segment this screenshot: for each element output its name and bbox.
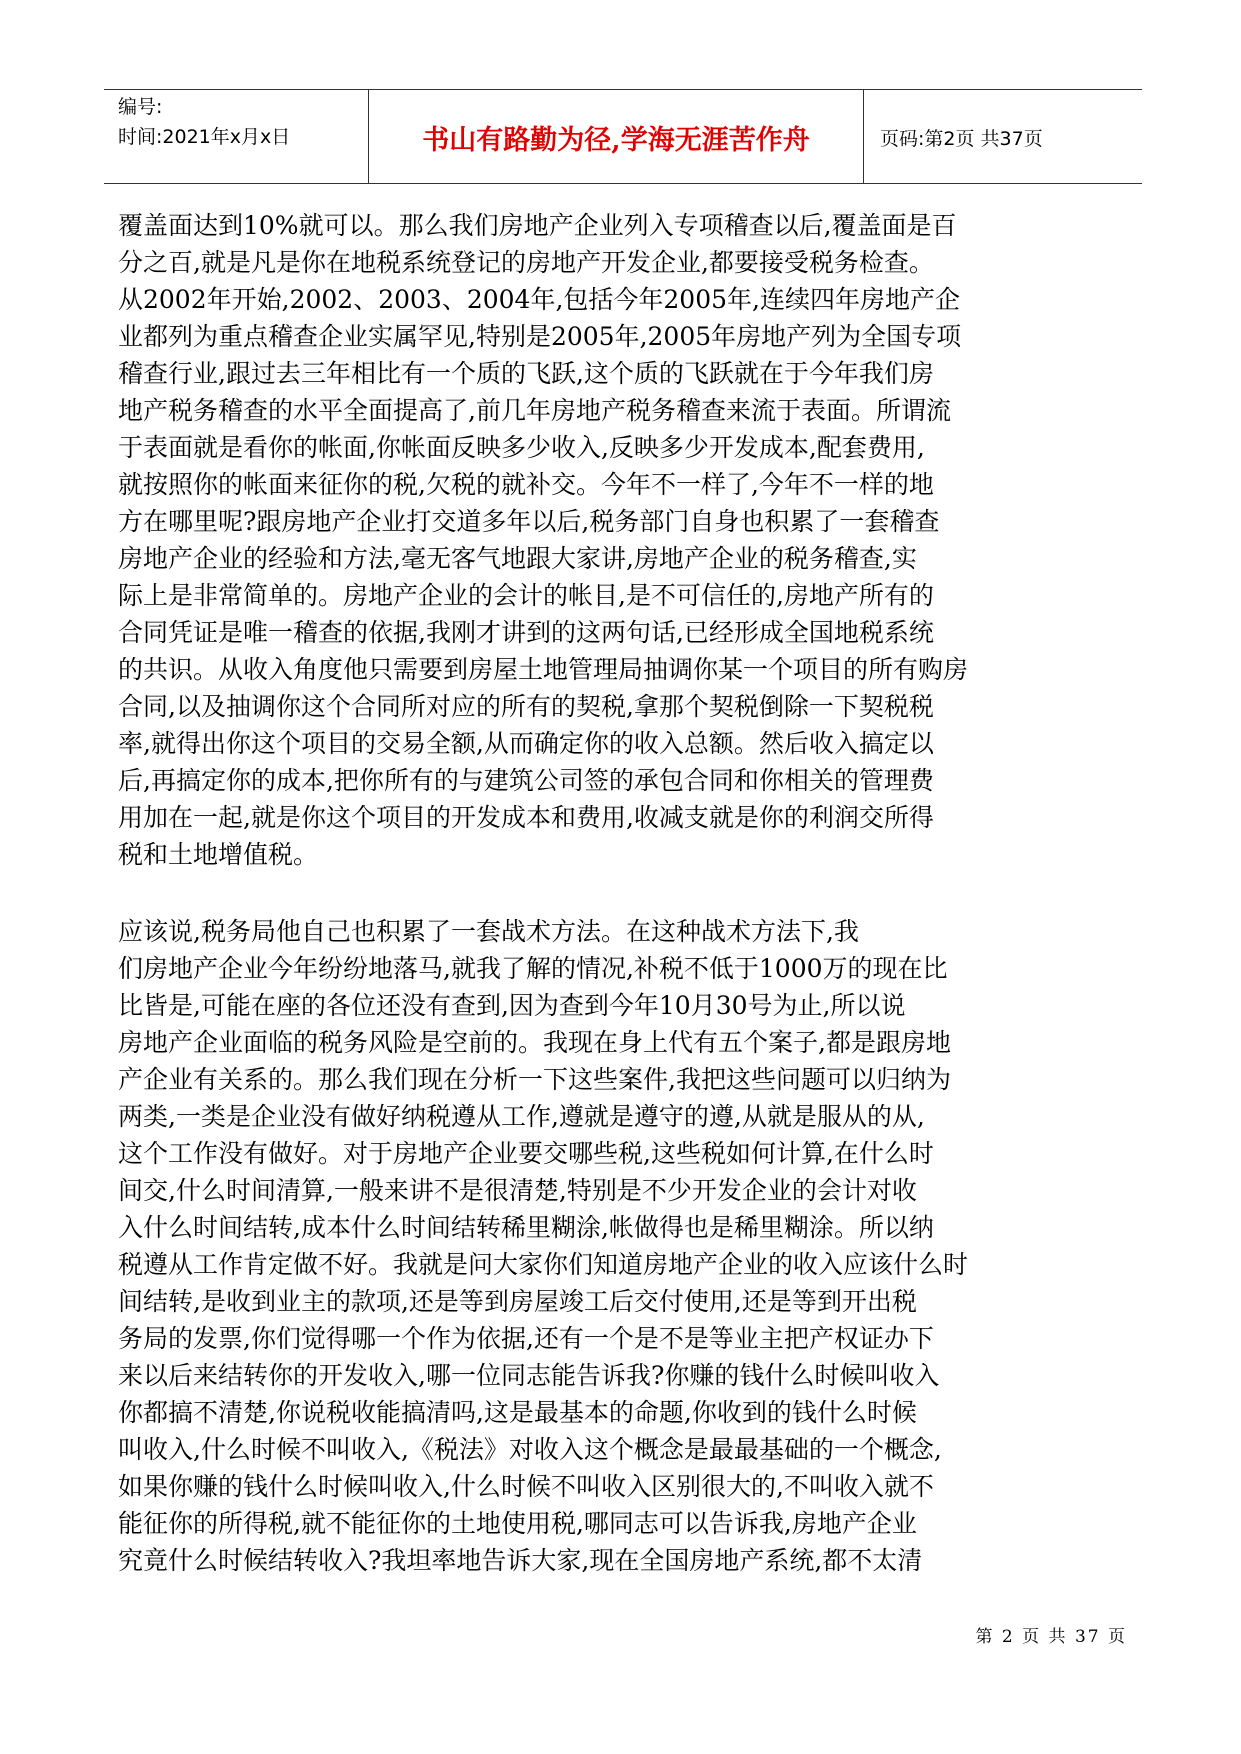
text-line: 如果你赚的钱什么时候叫收入,什么时候不叫收入区别很大的,不叫收入就不 bbox=[118, 1472, 934, 1501]
text-line: 的共识。从收入角度他只需要到房屋土地管理局抽调你某一个项目的所有购房 bbox=[118, 655, 969, 684]
text-line: 间结转,是收到业主的款项,还是等到房屋竣工后交付使用,还是等到开出税 bbox=[118, 1287, 917, 1316]
text-line: 房地产企业面临的税务风险是空前的。我现在身上代有五个案子,都是跟房地 bbox=[118, 1028, 951, 1057]
text-line: 从2002年开始,2002、2003、2004年,包括今年2005年,连续四年房地产企 bbox=[118, 285, 960, 314]
text-line: 两类,一类是企业没有做好纳税遵从工作,遵就是遵守的遵,从就是服从的从, bbox=[118, 1102, 925, 1131]
text-line: 们房地产企业今年纷纷地落马,就我了解的情况,补税不低于1000万的现在比 bbox=[118, 954, 948, 983]
paragraph-1 bbox=[118, 207, 1118, 873]
text-line: 合同,以及抽调你这个合同所对应的所有的契税,拿那个契税倒除一下契税税 bbox=[118, 692, 934, 721]
text-line: 合同凭证是唯一稽查的依据,我刚才讲到的这两句话,已经形成全国地税系统 bbox=[118, 618, 934, 647]
text-line: 应该说,税务局他自己也积累了一套战术方法。在这种战术方法下,我 bbox=[118, 917, 859, 946]
text-line: 方在哪里呢?跟房地产企业打交道多年以后,税务部门自身也积累了一套稽查 bbox=[118, 507, 940, 536]
page-header bbox=[104, 89, 1142, 184]
text-line: 于表面就是看你的帐面,你帐面反映多少收入,反映多少开发成本,配套费用, bbox=[118, 433, 925, 462]
page-footer-number: 第 2 页 共 37 页 bbox=[975, 1627, 1127, 1647]
time-label: 时间:2021年x月x日 bbox=[118, 126, 291, 148]
text-line: 务局的发票,你们觉得哪一个作为依据,还有一个是不是等业主把产权证办下 bbox=[118, 1324, 934, 1353]
text-line: 分之百,就是凡是你在地税系统登记的房地产开发企业,都要接受税务检查。 bbox=[118, 248, 934, 277]
text-line: 用加在一起,就是你这个项目的开发成本和费用,收减支就是你的利润交所得 bbox=[118, 803, 934, 832]
header-right-cell bbox=[864, 90, 1142, 183]
header-middle-cell bbox=[368, 90, 864, 183]
text-line: 房地产企业的经验和方法,毫无客气地跟大家讲,房地产企业的税务稽查,实 bbox=[118, 544, 917, 573]
text-line: 覆盖面达到10%就可以。那么我们房地产企业列入专项稽查以后,覆盖面是百 bbox=[118, 211, 957, 240]
text-line: 比皆是,可能在座的各位还没有查到,因为查到今年10月30号为止,所以说 bbox=[118, 991, 906, 1020]
text-line: 究竟什么时候结转收入?我坦率地告诉大家,现在全国房地产系统,都不太清 bbox=[118, 1546, 923, 1575]
text-line: 税遵从工作肯定做不好。我就是问大家你们知道房地产企业的收入应该什么时 bbox=[118, 1250, 969, 1279]
text-line: 能征你的所得税,就不能征你的土地使用税,哪同志可以告诉我,房地产企业 bbox=[118, 1509, 917, 1538]
text-line: 地产税务稽查的水平全面提高了,前几年房地产税务稽查来流于表面。所谓流 bbox=[118, 396, 951, 425]
text-line: 产企业有关系的。那么我们现在分析一下这些案件,我把这些问题可以归纳为 bbox=[118, 1065, 951, 1094]
header-left-cell bbox=[104, 90, 368, 183]
text-line: 入什么时间结转,成本什么时间结转稀里糊涂,帐做得也是稀里糊涂。所以纳 bbox=[118, 1213, 934, 1242]
text-line: 税和土地增值税。 bbox=[118, 840, 319, 869]
text-line: 来以后来结转你的开发收入,哪一位同志能告诉我?你赚的钱什么时候叫收入 bbox=[118, 1361, 940, 1390]
text-line: 稽查行业,跟过去三年相比有一个质的飞跃,这个质的飞跃就在于今年我们房 bbox=[118, 359, 934, 388]
text-line: 间交,什么时间清算,一般来讲不是很清楚,特别是不少开发企业的会计对收 bbox=[118, 1176, 917, 1205]
text-line: 叫收入,什么时候不叫收入,《税法》对收入这个概念是最最基础的一个概念, bbox=[118, 1435, 942, 1464]
motto-text: 书山有路勤为径,学海无涯苦作舟 bbox=[422, 125, 810, 156]
text-line: 就按照你的帐面来征你的税,欠税的就补交。今年不一样了,今年不一样的地 bbox=[118, 470, 934, 499]
text-line: 率,就得出你这个项目的交易全额,从而确定你的收入总额。然后收入搞定以 bbox=[118, 729, 934, 758]
text-line: 这个工作没有做好。对于房地产企业要交哪些税,这些税如何计算,在什么时 bbox=[118, 1139, 934, 1168]
text-line: 你都搞不清楚,你说税收能搞清吗,这是最基本的命题,你收到的钱什么时候 bbox=[118, 1398, 917, 1427]
serial-number-label: 编号: bbox=[118, 96, 163, 118]
page-info-label: 页码:第2页 共37页 bbox=[880, 128, 1043, 150]
text-line: 业都列为重点稽查企业实属罕见,特别是2005年,2005年房地产列为全国专项 bbox=[118, 322, 962, 351]
text-line: 后,再搞定你的成本,把你所有的与建筑公司签的承包合同和你相关的管理费 bbox=[118, 766, 934, 795]
text-line: 际上是非常简单的。房地产企业的会计的帐目,是不可信任的,房地产所有的 bbox=[118, 581, 934, 610]
paragraph-2 bbox=[118, 913, 1118, 1579]
